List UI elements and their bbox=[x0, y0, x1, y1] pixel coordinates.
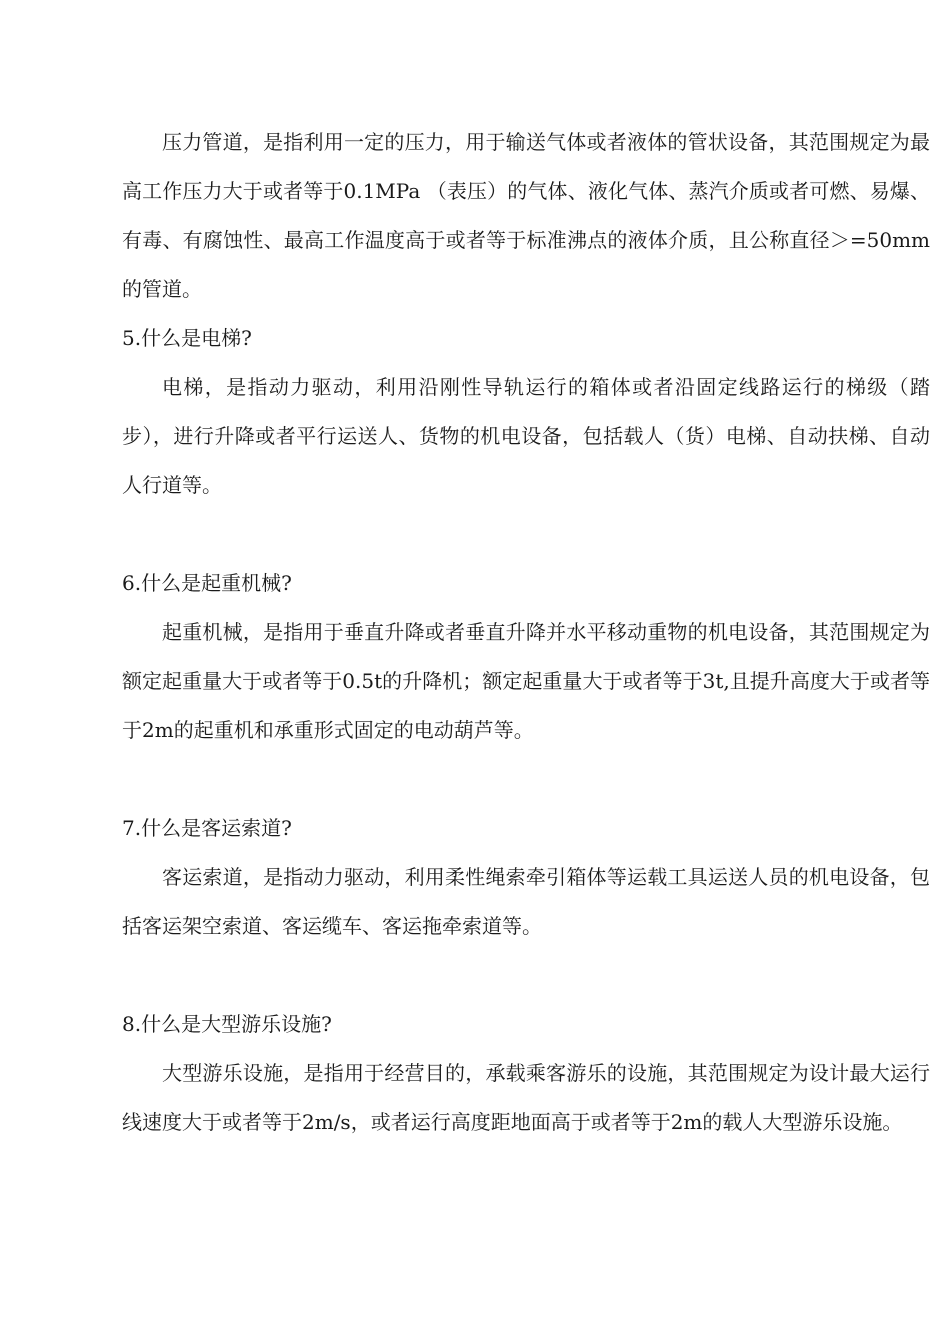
section-gap bbox=[122, 510, 930, 559]
amusement-facility-paragraph: 大型游乐设施，是指用于经营目的，承载乘客游乐的设施，其范围规定为设计最大运行线速度大于或者等于2m/s，或者运行高度距地面高于或者等于2m的载人大型游乐设施。 bbox=[122, 1061, 930, 1134]
passenger-ropeway-paragraph: 客运索道，是指动力驱动，利用柔性绳索牵引箱体等运载工具运送人员的机电设备，包括客运架空索道、客运缆车、客运拖牵索道等。 bbox=[122, 865, 930, 938]
pressure-pipeline-paragraph: 压力管道，是指利用一定的压力，用于输送气体或者液体的管状设备，其范围规定为最高工作压力大于或者等于0.1MPa （表压）的气体、液化气体、蒸汽介质或者可燃、易爆、有毒、有腐蚀性、最高工作温度高于或者等于标准沸点的液体介质，且公称直径＞=50mm的管道。 bbox=[122, 130, 930, 301]
section-gap bbox=[122, 755, 930, 804]
elevator-heading: 5.什么是电梯? bbox=[122, 326, 252, 350]
document-content bbox=[122, 118, 930, 1147]
passenger-ropeway-heading: 7.什么是客运索道? bbox=[122, 816, 292, 840]
section-gap bbox=[122, 951, 930, 1000]
lifting-machinery-paragraph: 起重机械，是指用于垂直升降或者垂直升降并水平移动重物的机电设备，其范围规定为额定起重量大于或者等于0.5t的升降机；额定起重量大于或者等于3t,且提升高度大于或者等于2m的起重机和承重形式固定的电动葫芦等。 bbox=[122, 620, 930, 742]
elevator-paragraph: 电梯，是指动力驱动，利用沿刚性导轨运行的箱体或者沿固定线路运行的梯级（踏步），进行升降或者平行运送人、货物的机电设备，包括载人（货）电梯、自动扶梯、自动人行道等。 bbox=[122, 375, 930, 497]
lifting-machinery-heading: 6.什么是起重机械? bbox=[122, 571, 292, 595]
amusement-facility-heading: 8.什么是大型游乐设施? bbox=[122, 1012, 332, 1036]
